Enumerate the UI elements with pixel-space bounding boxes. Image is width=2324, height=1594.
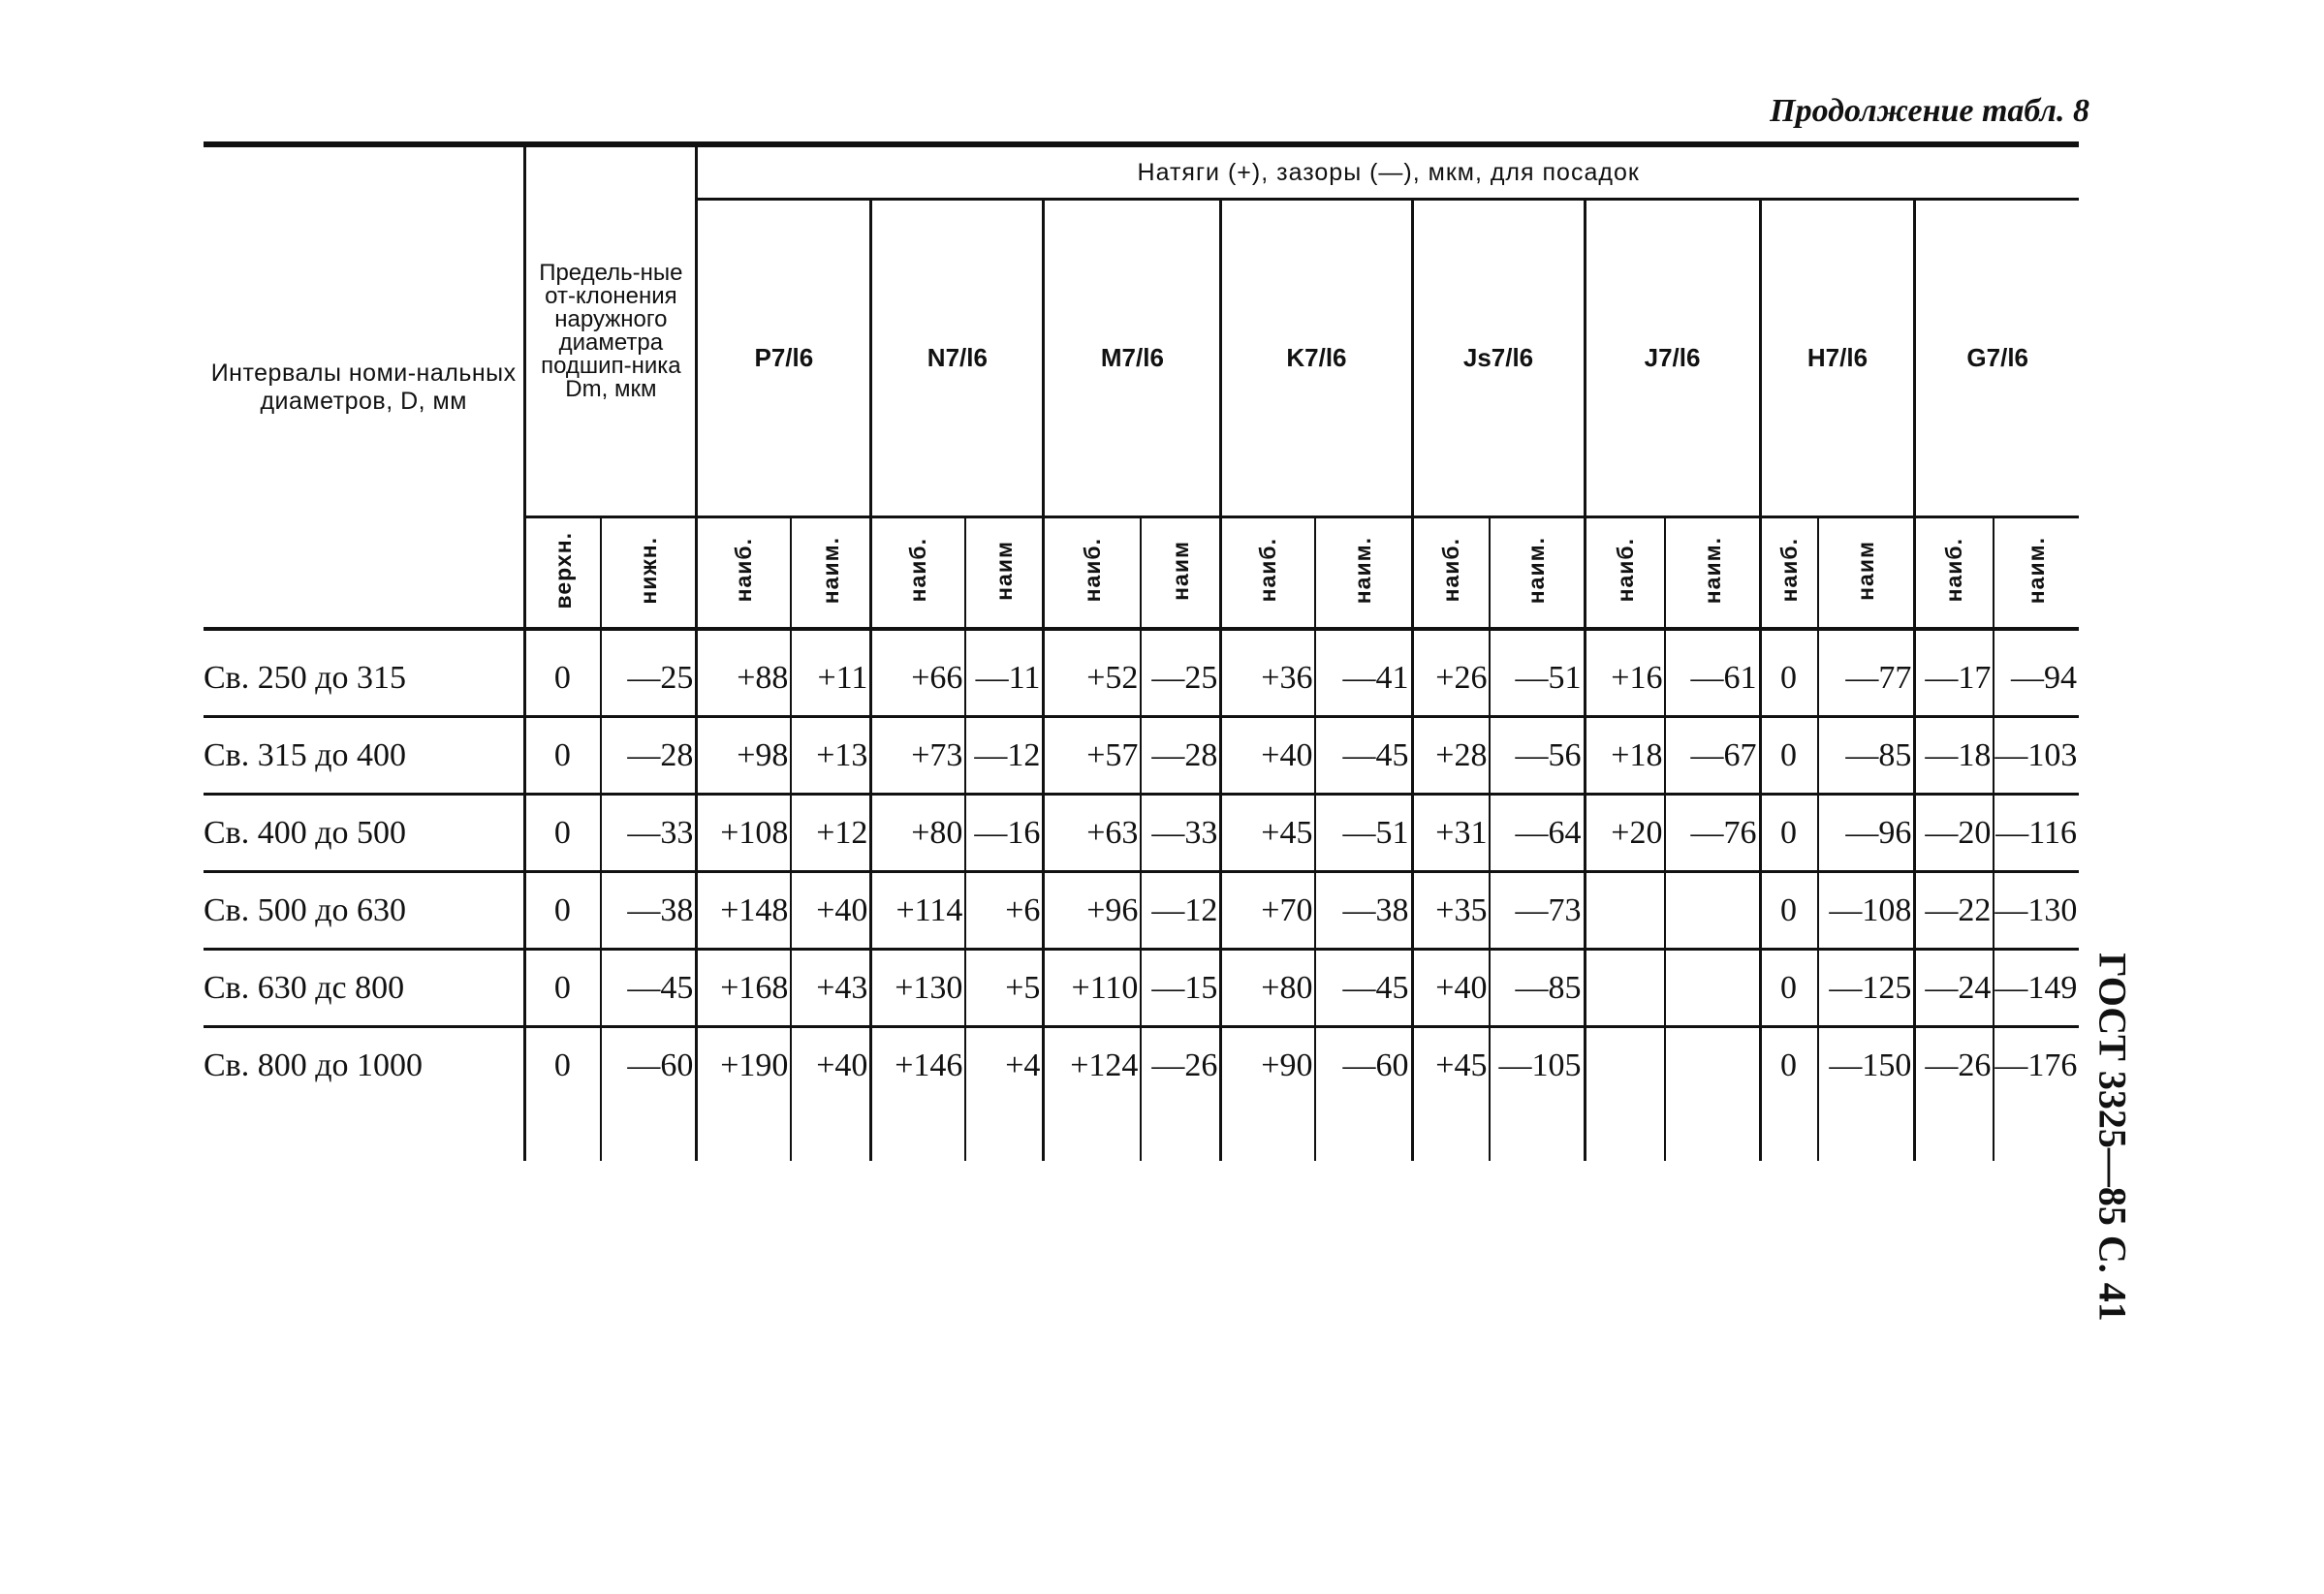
table-cell: +148 bbox=[697, 872, 792, 950]
header-sub-min: наим. bbox=[1315, 517, 1412, 630]
table-cell: +190 bbox=[697, 1027, 792, 1104]
table-cell bbox=[1585, 950, 1665, 1027]
table-tail-cell bbox=[1412, 1103, 1490, 1161]
table-cell: —28 bbox=[601, 717, 697, 795]
table-cell: —61 bbox=[1665, 641, 1760, 717]
table-cell: —76 bbox=[1665, 795, 1760, 872]
table-cell: +98 bbox=[697, 717, 792, 795]
header-fit-g7: G7/l6 bbox=[1966, 343, 2028, 372]
table-cell: —150 bbox=[1818, 1027, 1915, 1104]
table-tail-cell bbox=[1760, 1103, 1818, 1161]
spacer-cell bbox=[601, 629, 697, 641]
fits-table bbox=[204, 141, 2079, 1161]
table-cell: —22 bbox=[1915, 872, 1994, 950]
header-interval-label: Интервалы номи-нальных диаметров, D, мм bbox=[210, 359, 517, 415]
spacer-cell bbox=[1044, 629, 1142, 641]
table-cell: +108 bbox=[697, 795, 792, 872]
table-cell: —94 bbox=[1994, 641, 2079, 717]
header-sub-max: наиб. bbox=[1044, 517, 1142, 630]
table-cell: —51 bbox=[1315, 795, 1412, 872]
spacer-cell bbox=[1315, 629, 1412, 641]
table-cell: +13 bbox=[791, 717, 870, 795]
table-cell: —24 bbox=[1915, 950, 1994, 1027]
table-cell: +20 bbox=[1585, 795, 1665, 872]
table-tail-cell bbox=[697, 1103, 792, 1161]
header-sub-min: наим. bbox=[1994, 517, 2079, 630]
table-cell: +11 bbox=[791, 641, 870, 717]
header-sub-upper: верхн. bbox=[525, 517, 601, 630]
spacer-cell bbox=[1585, 629, 1665, 641]
table-cell: —18 bbox=[1915, 717, 1994, 795]
table-cell: +4 bbox=[965, 1027, 1043, 1104]
table-cell: +31 bbox=[1412, 795, 1490, 872]
table-cell: +40 bbox=[791, 1027, 870, 1104]
table-cell: +90 bbox=[1221, 1027, 1316, 1104]
table-cell: —12 bbox=[1141, 872, 1220, 950]
table-tail-cell bbox=[1665, 1103, 1760, 1161]
table-tail-cell bbox=[1141, 1103, 1220, 1161]
table-cell: —125 bbox=[1818, 950, 1915, 1027]
header-sub-max: наиб. bbox=[1221, 517, 1316, 630]
table-cell: —60 bbox=[601, 1027, 697, 1104]
header-fit-h7: H7/l6 bbox=[1760, 200, 1915, 517]
spacer-cell bbox=[525, 629, 601, 641]
table-cell: —26 bbox=[1141, 1027, 1220, 1104]
table-cell: —45 bbox=[1315, 950, 1412, 1027]
table-cell bbox=[1665, 872, 1760, 950]
table-tail-cell bbox=[1221, 1103, 1316, 1161]
spacer-cell bbox=[1141, 629, 1220, 641]
table-cell bbox=[1585, 1027, 1665, 1104]
table-cell: —56 bbox=[1490, 717, 1585, 795]
spacer-cell bbox=[1818, 629, 1915, 641]
table-row bbox=[204, 872, 2079, 950]
table-tail-cell bbox=[601, 1103, 697, 1161]
row-interval-label: Св. 800 до 1000 bbox=[204, 1027, 525, 1104]
table-tail-cell bbox=[871, 1103, 966, 1161]
table-cell: 0 bbox=[525, 641, 601, 717]
table-cell: —38 bbox=[601, 872, 697, 950]
table-tail-cell bbox=[1818, 1103, 1915, 1161]
header-sub-max: наиб. bbox=[697, 517, 792, 630]
table-cell: —105 bbox=[1490, 1027, 1585, 1104]
table-cell: +28 bbox=[1412, 717, 1490, 795]
header-fit-k7: K7/l6 bbox=[1221, 200, 1412, 517]
table-cell: +130 bbox=[871, 950, 966, 1027]
spacer-cell bbox=[1760, 629, 1818, 641]
table-cell: —96 bbox=[1818, 795, 1915, 872]
table-cell: +73 bbox=[871, 717, 966, 795]
header-sub-max: наиб. bbox=[1585, 517, 1665, 630]
table-cell: 0 bbox=[1760, 1027, 1818, 1104]
table-cell: —41 bbox=[1315, 641, 1412, 717]
table-tail-cell bbox=[1490, 1103, 1585, 1161]
table-row bbox=[204, 1027, 2079, 1104]
table-cell: 0 bbox=[525, 717, 601, 795]
table-cell bbox=[1665, 1027, 1760, 1104]
table-cell: 0 bbox=[525, 1027, 601, 1104]
spacer-cell bbox=[204, 629, 525, 641]
table-cell: 0 bbox=[1760, 795, 1818, 872]
header-sub-min: наим. bbox=[1665, 517, 1760, 630]
table-cell: —149 bbox=[1994, 950, 2079, 1027]
table-cell: +26 bbox=[1412, 641, 1490, 717]
table-cell: —33 bbox=[601, 795, 697, 872]
table-continuation-caption: Продолжение табл. 8 bbox=[1770, 93, 2089, 129]
table-cell: 0 bbox=[525, 872, 601, 950]
table-cell: +40 bbox=[1221, 717, 1316, 795]
table-cell: +35 bbox=[1412, 872, 1490, 950]
spacer-cell bbox=[871, 629, 966, 641]
table-cell: —28 bbox=[1141, 717, 1220, 795]
table-cell: +12 bbox=[791, 795, 870, 872]
table-cell: —108 bbox=[1818, 872, 1915, 950]
table-cell: +110 bbox=[1044, 950, 1142, 1027]
table-tail-cell bbox=[791, 1103, 870, 1161]
standard-page-code: ГОСТ 3325—85 С. 41 bbox=[2090, 953, 2135, 1322]
table-cell: +146 bbox=[871, 1027, 966, 1104]
table-cell: +114 bbox=[871, 872, 966, 950]
table-cell: +57 bbox=[1044, 717, 1142, 795]
spacer-cell bbox=[1412, 629, 1490, 641]
table-cell: —103 bbox=[1994, 717, 2079, 795]
table-cell: +45 bbox=[1221, 795, 1316, 872]
table-tail-cell bbox=[1315, 1103, 1412, 1161]
table-cell: —15 bbox=[1141, 950, 1220, 1027]
table-cell: —45 bbox=[601, 950, 697, 1027]
table-cell: +88 bbox=[697, 641, 792, 717]
table-cell: +52 bbox=[1044, 641, 1142, 717]
header-sub-max: наиб. bbox=[1412, 517, 1490, 630]
table-row bbox=[204, 641, 2079, 717]
table-cell: +5 bbox=[965, 950, 1043, 1027]
table-cell: +63 bbox=[1044, 795, 1142, 872]
table-tail-cell bbox=[204, 1103, 525, 1161]
spacer-cell bbox=[1490, 629, 1585, 641]
header-fit-group: Натяги (+), зазоры (—), мкм, для посадок bbox=[697, 144, 2079, 200]
header-sub-min: наим bbox=[1818, 517, 1915, 630]
table-cell bbox=[1665, 950, 1760, 1027]
header-sub-lower: нижн. bbox=[601, 517, 697, 630]
header-deviation bbox=[525, 144, 697, 517]
header-fit-p7: P7/l6 bbox=[697, 200, 871, 517]
row-interval-label: Св. 500 до 630 bbox=[204, 872, 525, 950]
table-tail-cell bbox=[1585, 1103, 1665, 1161]
table-row bbox=[204, 717, 2079, 795]
table-cell: +16 bbox=[1585, 641, 1665, 717]
table-tail-cell bbox=[965, 1103, 1043, 1161]
header-sub-min: наим. bbox=[791, 517, 870, 630]
spacer-cell bbox=[1221, 629, 1316, 641]
spacer-cell bbox=[965, 629, 1043, 641]
spacer-cell bbox=[1994, 629, 2079, 641]
table-row bbox=[204, 950, 2079, 1027]
header-sub-min: наим bbox=[1141, 517, 1220, 630]
table-cell: —77 bbox=[1818, 641, 1915, 717]
table-cell: +43 bbox=[791, 950, 870, 1027]
row-interval-label: Св. 250 до 315 bbox=[204, 641, 525, 717]
table-cell: —51 bbox=[1490, 641, 1585, 717]
table-cell: —25 bbox=[601, 641, 697, 717]
table-tail-cell bbox=[1044, 1103, 1142, 1161]
table-cell: —116 bbox=[1994, 795, 2079, 872]
row-interval-label: Св. 400 до 500 bbox=[204, 795, 525, 872]
table-cell: —12 bbox=[965, 717, 1043, 795]
header-fit-n7: N7/l6 bbox=[871, 200, 1044, 517]
table-cell: —85 bbox=[1490, 950, 1585, 1027]
table-cell: —33 bbox=[1141, 795, 1220, 872]
table-cell: 0 bbox=[1760, 872, 1818, 950]
table-cell: +168 bbox=[697, 950, 792, 1027]
table-cell: 0 bbox=[1760, 717, 1818, 795]
table-cell: —130 bbox=[1994, 872, 2079, 950]
table-cell: 0 bbox=[1760, 641, 1818, 717]
header-fit-js7: Js7/l6 bbox=[1412, 200, 1585, 517]
table-cell: —20 bbox=[1915, 795, 1994, 872]
header-interval bbox=[204, 144, 525, 629]
table-cell: +6 bbox=[965, 872, 1043, 950]
table-cell: +18 bbox=[1585, 717, 1665, 795]
table-cell: +124 bbox=[1044, 1027, 1142, 1104]
table-cell: +36 bbox=[1221, 641, 1316, 717]
header-fit-j7: J7/l6 bbox=[1585, 200, 1760, 517]
table-cell: 0 bbox=[525, 950, 601, 1027]
table-cell: —26 bbox=[1915, 1027, 1994, 1104]
table-cell: +66 bbox=[871, 641, 966, 717]
spacer-cell bbox=[697, 629, 792, 641]
table-cell bbox=[1585, 872, 1665, 950]
header-sub-min: наим. bbox=[1490, 517, 1585, 630]
table-cell: +40 bbox=[1412, 950, 1490, 1027]
table-cell: —38 bbox=[1315, 872, 1412, 950]
table-cell: 0 bbox=[525, 795, 601, 872]
table-cell: +80 bbox=[871, 795, 966, 872]
table-cell: —64 bbox=[1490, 795, 1585, 872]
header-sub-max: наиб. bbox=[871, 517, 966, 630]
table-cell: +40 bbox=[791, 872, 870, 950]
row-interval-label: Св. 315 до 400 bbox=[204, 717, 525, 795]
table-cell: —176 bbox=[1994, 1047, 2078, 1083]
table-cell: —16 bbox=[965, 795, 1043, 872]
table-cell: —25 bbox=[1141, 641, 1220, 717]
table-tail-cell bbox=[1915, 1103, 1994, 1161]
table-tail-cell bbox=[1994, 1103, 2079, 1161]
table-cell: +45 bbox=[1412, 1027, 1490, 1104]
table-cell: +80 bbox=[1221, 950, 1316, 1027]
table-cell: —11 bbox=[965, 641, 1043, 717]
header-sub-max: наиб. bbox=[1760, 517, 1818, 630]
table-cell: +96 bbox=[1044, 872, 1142, 950]
spacer-cell bbox=[791, 629, 870, 641]
header-fit-m7: M7/l6 bbox=[1044, 200, 1221, 517]
row-interval-label: Св. 630 дс 800 bbox=[204, 950, 525, 1027]
header-deviation-label: Предель-ные от-клонения наружного диаметра подшип-ника Dm, мкм bbox=[539, 260, 683, 402]
table-cell: —67 bbox=[1665, 717, 1760, 795]
table-tail-cell bbox=[525, 1103, 601, 1161]
table-cell: —85 bbox=[1818, 717, 1915, 795]
table-row bbox=[204, 795, 2079, 872]
table-cell: —17 bbox=[1915, 641, 1994, 717]
table-body bbox=[204, 629, 2079, 1161]
header-sub-max: наиб. bbox=[1915, 517, 1994, 630]
header-sub-min: наим bbox=[965, 517, 1043, 630]
table-cell: —60 bbox=[1315, 1027, 1412, 1104]
table-cell: —45 bbox=[1315, 717, 1412, 795]
table-cell: —73 bbox=[1490, 872, 1585, 950]
table-cell: +70 bbox=[1221, 872, 1316, 950]
spacer-cell bbox=[1915, 629, 1994, 641]
table-cell: 0 bbox=[1760, 950, 1818, 1027]
spacer-cell bbox=[1665, 629, 1760, 641]
